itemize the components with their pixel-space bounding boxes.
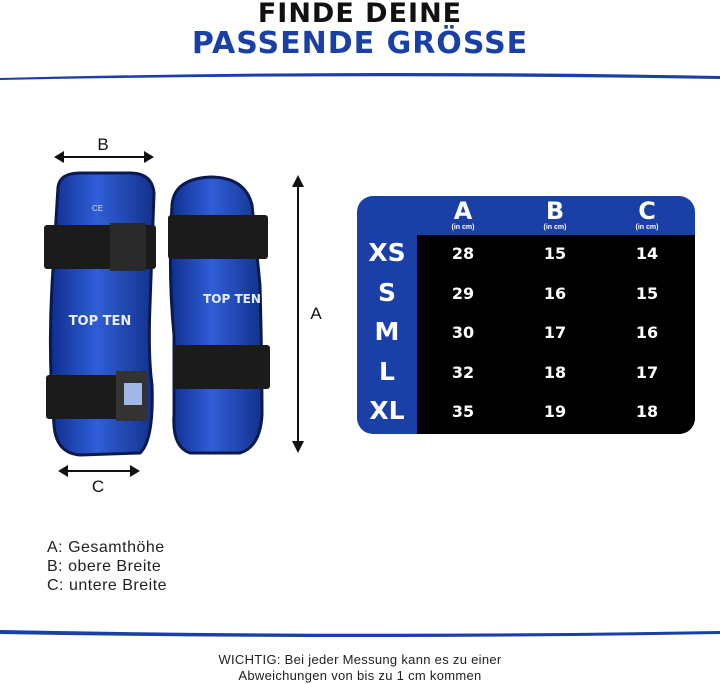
column-c-unit: (in cm) — [635, 224, 659, 231]
column-b-unit: (in cm) — [543, 224, 567, 231]
dimension-c-label: C — [91, 477, 105, 495]
table-cell: 15 — [635, 284, 659, 303]
dimension-b-arrow — [54, 135, 154, 163]
table-cell: 17 — [635, 363, 659, 382]
column-a-unit: (in cm) — [451, 224, 475, 231]
dimension-c-arrow — [58, 465, 140, 495]
legend-item-b: B: obere Breite — [47, 558, 162, 575]
size-label-l: L — [379, 357, 395, 386]
page-title-line2: PASSENDE GRÖSSE — [191, 26, 529, 61]
table-cell: 19 — [543, 402, 567, 421]
size-label-m: M — [374, 317, 400, 346]
table-cell: 35 — [451, 402, 475, 421]
table-cell: 30 — [451, 323, 475, 342]
table-cell: 18 — [635, 402, 659, 421]
column-header-a — [423, 198, 503, 232]
table-cell: 16 — [635, 323, 659, 342]
column-header-b — [515, 198, 595, 232]
table-cell: 16 — [543, 284, 567, 303]
note-line1: WICHTIG: Bei jeder Messung kann es zu einer — [218, 652, 502, 667]
dimension-legend — [47, 538, 167, 595]
front-shin-guard — [44, 173, 156, 455]
measurement-note — [0, 652, 720, 684]
size-label-xs: XS — [368, 238, 406, 267]
column-c-letter: C — [638, 197, 656, 225]
table-cell: 15 — [543, 244, 567, 263]
column-header-c — [607, 198, 687, 232]
table-cell: 17 — [543, 323, 567, 342]
column-b-letter: B — [545, 197, 565, 225]
ce-mark: CE — [92, 204, 104, 213]
rear-shin-guard — [168, 177, 270, 453]
table-cell: 29 — [451, 284, 475, 303]
table-cell: 32 — [451, 363, 475, 382]
table-cell: 14 — [635, 244, 659, 263]
legend-item-a: A: Gesamthöhe — [47, 539, 165, 556]
size-table — [357, 196, 695, 434]
size-label-xl: XL — [369, 396, 405, 425]
front-guard-brand-text: TOP TEN — [68, 314, 132, 329]
note-line2: Abweichungen von bis zu 1 cm kommen — [238, 668, 482, 683]
dimension-b-label: B — [97, 135, 109, 154]
dimension-a-label: A — [310, 304, 322, 323]
rear-guard-brand-text: TOP TEN — [203, 292, 261, 306]
top-divider — [0, 71, 720, 80]
table-cell: 28 — [451, 244, 475, 263]
shin-guard-illustration — [40, 135, 340, 495]
dimension-a-arrow — [292, 175, 322, 453]
table-cell: 18 — [543, 363, 567, 382]
size-label-s: S — [377, 278, 396, 307]
column-a-letter: A — [453, 197, 473, 225]
bottom-divider — [0, 628, 720, 637]
legend-item-c: C: untere Breite — [47, 577, 168, 594]
page-title-line1: FINDE DEINE — [257, 0, 463, 29]
